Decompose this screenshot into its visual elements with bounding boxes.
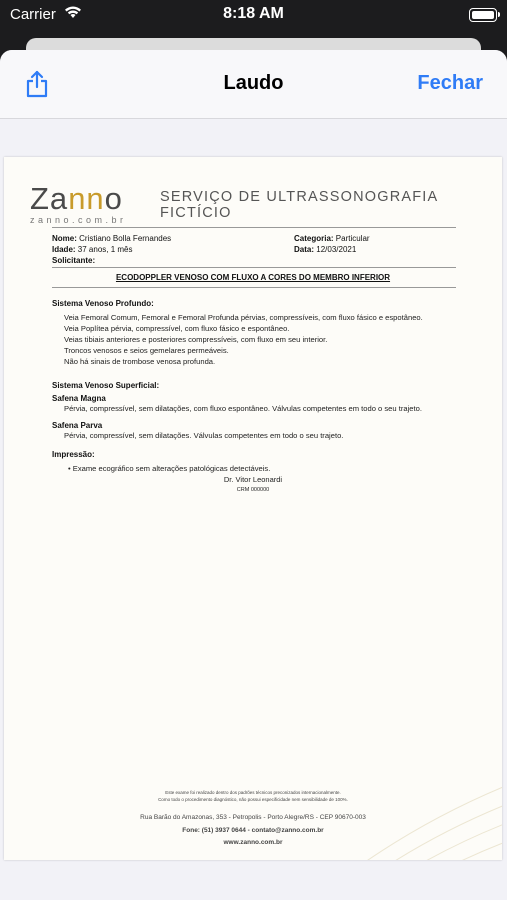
safena-parva-title: Safena Parva: [52, 421, 103, 430]
deep-line: Veia Poplítea pérvia, compressível, com fluxo fásico e espontâneo.: [64, 324, 290, 333]
footer-phone: Fone: (51) 3937 0644 - contato@zanno.com.br: [182, 827, 324, 834]
exam-title: ECODOPPLER VENOSO COM FLUXO A CORES DO MEMBRO INFERIOR: [115, 273, 391, 282]
patient-name: Nome: Cristiano Bolla Fernandes: [52, 234, 172, 243]
doctor-name: Dr. Vitor Leonardi: [223, 475, 283, 484]
divider: [52, 227, 456, 228]
deep-line: Troncos venosos e seios gemelares permeáveis.: [64, 346, 229, 355]
footer-note: Como todo o procedimento diagnóstico, não possui especificidade nem sensibilidade de 100%.: [158, 797, 348, 802]
deep-line: Veias tibiais anteriores e posteriores compressíveis, com fluxo em seu interior.: [64, 335, 328, 344]
impression-title: Impressão:: [52, 450, 95, 459]
doctor-crm: CRM 000000: [236, 487, 270, 493]
footer-site: www.zanno.com.br: [223, 839, 283, 846]
deep-line: Não há sinais de trombose venosa profunda.: [64, 357, 216, 366]
service-title: SERVIÇO DE ULTRASSONOGRAFIA FICTÍCIO: [160, 189, 438, 221]
safena-magna-title: Safena Magna: [52, 394, 106, 403]
deep-line: Veia Femoral Comum, Femoral e Femoral Profunda pérvias, compressíveis, com fluxo fásico e espotâneo.: [64, 313, 423, 322]
superficial-system-title: Sistema Venoso Superficial:: [52, 381, 160, 390]
footer-address: Rua Barão do Amazonas, 353 - Petropolis - Porto Alegre/RS - CEP 90670-003: [140, 814, 366, 821]
report-document[interactable]: [4, 157, 502, 860]
divider: [52, 287, 456, 288]
logo-subtitle: zanno.com.br: [30, 215, 127, 225]
deep-system-title: Sistema Venoso Profundo:: [52, 299, 154, 308]
patient-age: Idade: 37 anos, 1 mês: [52, 245, 133, 254]
clock: 8:18 AM: [223, 5, 284, 22]
carrier-label: Carrier: [10, 6, 56, 23]
battery-icon: [469, 8, 497, 22]
zanno-logo: Zanno zanno.com.br: [30, 181, 127, 225]
decorative-wave-lines: [224, 687, 502, 860]
footer-note: Este exame foi realizado dentro dos padrões técnicos preconizados internacionalmente.: [165, 790, 341, 795]
divider: [52, 267, 456, 268]
category: Categoria: Particular: [294, 234, 370, 243]
safena-magna-text: Pérvia, compressível, sem dilatações, com fluxo espontâneo. Válvulas competentes em todo o seu trajeto.: [64, 404, 422, 413]
safena-parva-text: Pérvia, compressível, sem dilatações. Válvulas competentes em todo o seu trajeto.: [64, 431, 344, 440]
requester: Solicitante:: [52, 256, 96, 265]
status-bar: [0, 0, 507, 30]
page-title: Laudo: [223, 72, 284, 94]
report-sheet: [0, 50, 507, 900]
exam-date: Data: 12/03/2021: [294, 245, 357, 254]
close-button[interactable]: Fechar: [417, 72, 483, 94]
impression-item: • Exame ecográfico sem alterações patológicas detectáveis.: [68, 464, 271, 473]
navigation-bar: [0, 50, 507, 119]
